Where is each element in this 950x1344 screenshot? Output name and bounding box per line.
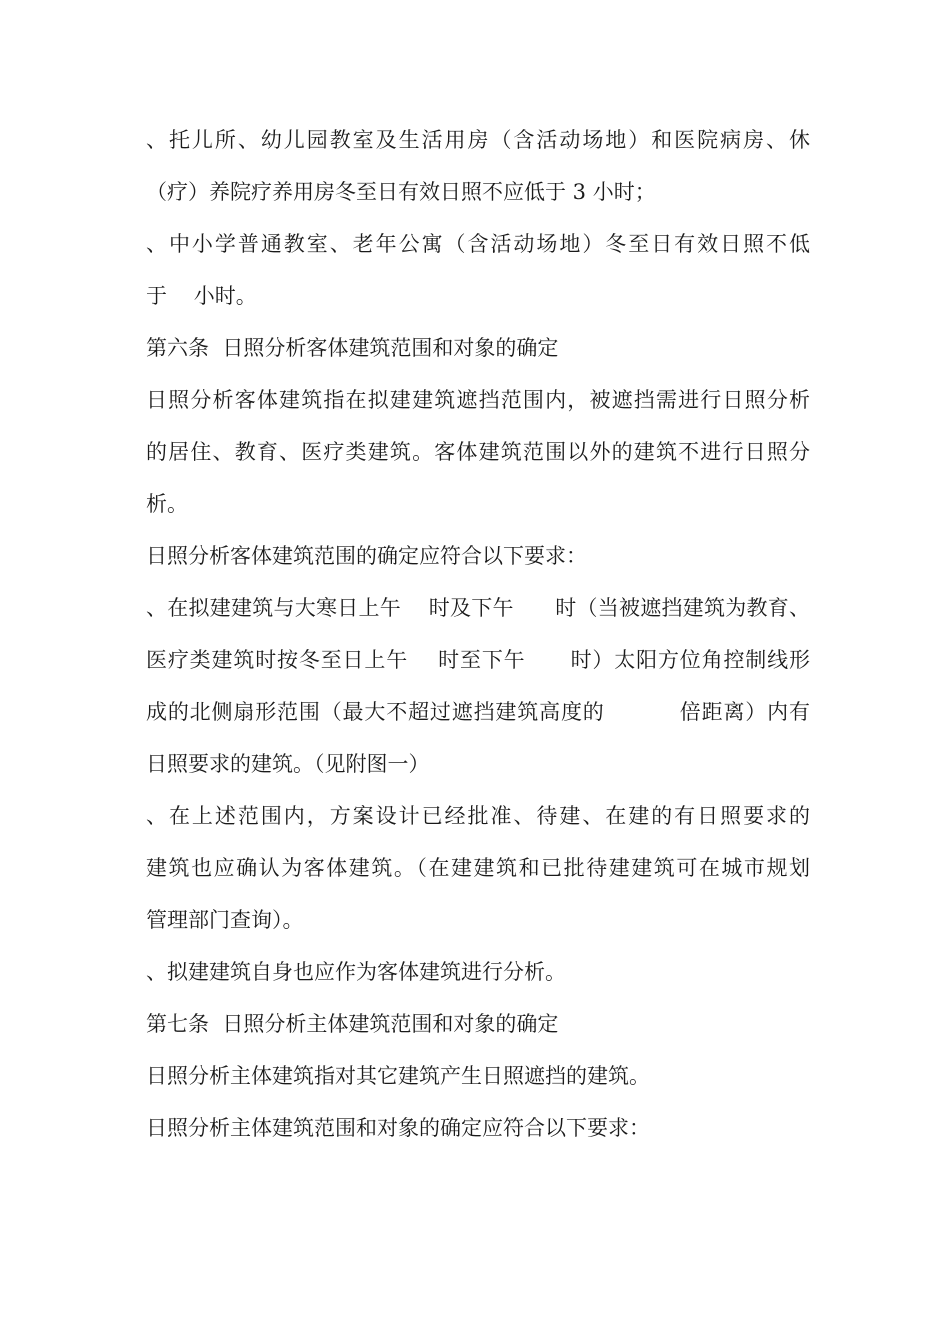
paragraph-line: 、在拟建建筑与大寒日上午 时及下午 时（当被遮挡建筑为教育、 bbox=[146, 596, 810, 620]
paragraph-line: 的居住、教育、医疗类建筑。客体建筑范围以外的建筑不进行日照分 bbox=[146, 440, 810, 464]
paragraph-line: （疗）养院疗养用房冬至日有效日照不应低于 3 小时； bbox=[146, 180, 656, 204]
paragraph-line: 、拟建建筑自身也应作为客体建筑进行分析。 bbox=[146, 960, 566, 984]
section-heading: 第七条 日照分析主体建筑范围和对象的确定 bbox=[146, 1012, 559, 1036]
section-heading: 第六条 日照分析客体建筑范围和对象的确定 bbox=[146, 336, 559, 360]
paragraph-line: 析。 bbox=[146, 492, 188, 516]
document-body bbox=[146, 114, 810, 1154]
paragraph-line: 医疗类建筑时按冬至日上午 时至下午 时）太阳方位角控制线形 bbox=[146, 648, 810, 672]
paragraph-line: 建筑也应确认为客体建筑。（在建建筑和已批待建建筑可在城市规划 bbox=[146, 856, 810, 880]
paragraph-line: 成的北侧扇形范围（最大不超过遮挡建筑高度的 倍距离）内有 bbox=[146, 700, 810, 724]
paragraph-line: 日照要求的建筑。（见附图一） bbox=[146, 752, 430, 776]
paragraph-line: 日照分析主体建筑范围和对象的确定应符合以下要求： bbox=[146, 1116, 650, 1140]
paragraph-line: 日照分析客体建筑范围的确定应符合以下要求： bbox=[146, 544, 587, 568]
paragraph-line: 管理部门查询）。 bbox=[146, 908, 304, 932]
paragraph-line: 、在上述范围内，方案设计已经批准、待建、在建的有日照要求的 bbox=[146, 804, 810, 828]
paragraph-line: 日照分析客体建筑指在拟建建筑遮挡范围内，被遮挡需进行日照分析 bbox=[146, 388, 810, 412]
paragraph-line: 于 小时。 bbox=[146, 284, 257, 308]
paragraph-line: 日照分析主体建筑指对其它建筑产生日照遮挡的建筑。 bbox=[146, 1064, 650, 1088]
paragraph-line: 、托儿所、幼儿园教室及生活用房（含活动场地）和医院病房、休 bbox=[146, 128, 810, 152]
paragraph-line: 、中小学普通教室、老年公寓（含活动场地）冬至日有效日照不低 bbox=[146, 232, 810, 256]
